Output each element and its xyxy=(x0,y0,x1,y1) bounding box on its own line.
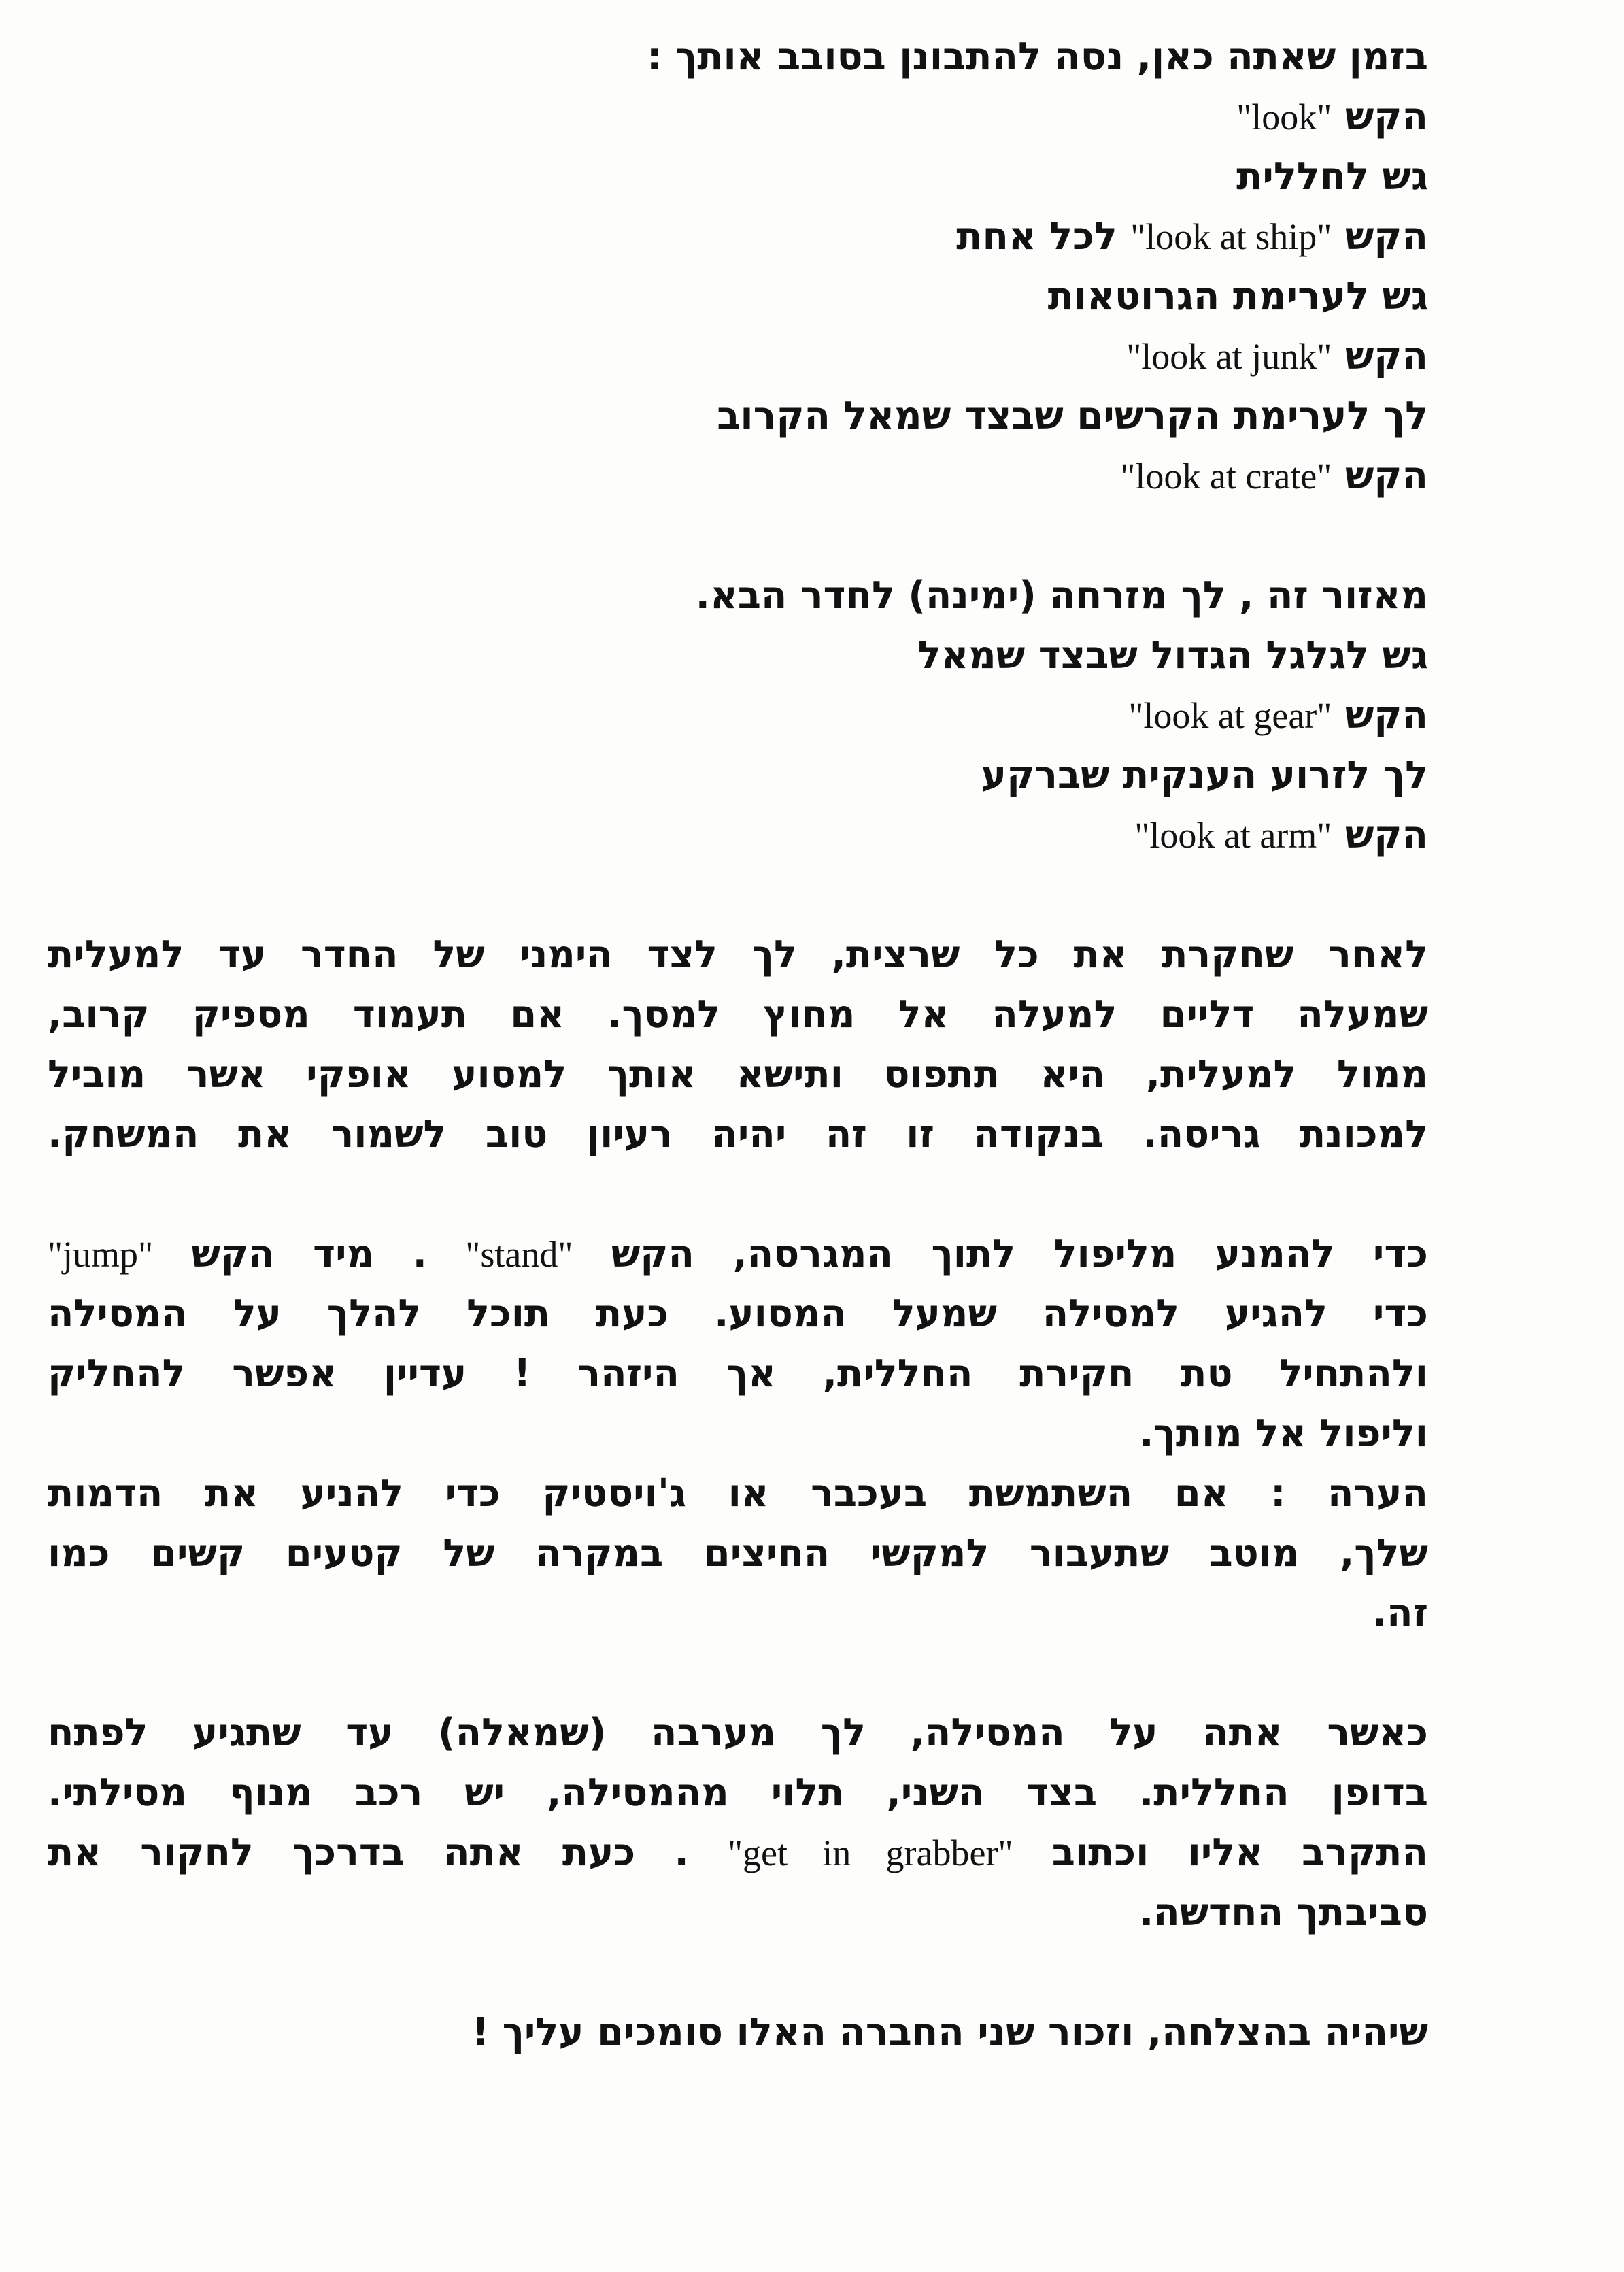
text-line: ולהתחיל טת חקירת החללית, אך היזהר ! עדיין אפשר להחליק xyxy=(48,1352,1428,1396)
command-line xyxy=(48,805,1428,865)
command-text: "look at junk" xyxy=(1126,336,1332,377)
command-text: "look" xyxy=(1236,97,1332,137)
command-prefix: הקש xyxy=(1332,214,1428,258)
text-line: גש לערימת הגרוטאות xyxy=(1047,274,1428,318)
text-line: למכונת גריסה. בנקודה זו זה יהיה רעיון טוב לשמור את המשחק. xyxy=(48,1112,1428,1156)
command-line xyxy=(48,327,1428,386)
command-prefix: הקש xyxy=(1332,813,1428,857)
command-prefix: כדי להמנע מליפול לתוך המגרסה, הקש xyxy=(573,1232,1428,1276)
paragraph-elevator xyxy=(48,925,1428,1165)
text-line: לאחר שחקרת את כל שרצית, לך לצד הימני של החדר עד למעלית xyxy=(48,933,1428,977)
command-text: "jump" xyxy=(48,1234,154,1275)
command-line xyxy=(48,446,1428,506)
command-line xyxy=(48,1224,1428,1284)
paragraph-gap xyxy=(48,506,1428,566)
command-line xyxy=(48,207,1428,267)
paragraph-gap xyxy=(48,1643,1428,1703)
text-line: שמעלה דליים למעלה אל מחוץ למסך. אם תעמוד מספיק קרוב, xyxy=(48,992,1428,1037)
command-text: "look at ship" xyxy=(1130,216,1332,257)
text-line: וליפול אל מותך. xyxy=(1139,1411,1428,1456)
text-line: סביבתך החדשה. xyxy=(1138,1890,1428,1935)
command-text: "get in grabber" xyxy=(727,1833,1013,1873)
command-suffix: . מיד הקש xyxy=(153,1232,466,1276)
paragraph-gap xyxy=(48,1165,1428,1224)
command-line xyxy=(48,87,1428,147)
paragraph-gap xyxy=(48,865,1428,925)
paragraph-look-around xyxy=(48,27,1428,506)
command-text: "look at crate" xyxy=(1120,456,1332,497)
text-line: בדופן החללית. בצד השני, תלוי מהמסילה, יש רכב מנוף מסילתי. xyxy=(48,1771,1428,1815)
note-line: שלך, מוטב שתעבור למקשי החיצים במקרה של קטעים קשים כמו xyxy=(48,1531,1428,1575)
command-text: "look at gear" xyxy=(1128,695,1332,736)
note-line: הערה : אם השתמשת בעכבר או ג'ויסטיק כדי להניע את הדמות xyxy=(48,1471,1428,1516)
text-line: גש לחללית xyxy=(1236,154,1428,199)
command-text: "look at arm" xyxy=(1134,815,1332,856)
command-text: "stand" xyxy=(465,1234,573,1275)
text-line: לך לזרוע הענקית שברקע xyxy=(981,753,1428,797)
paragraph-closing xyxy=(48,2003,1428,2062)
paragraph-grabber xyxy=(48,1703,1428,1943)
command-line xyxy=(48,686,1428,746)
document-body xyxy=(48,27,1428,2062)
command-prefix: התקרב אליו וכתוב xyxy=(1013,1831,1429,1875)
command-prefix: הקש xyxy=(1332,454,1428,498)
text-line: בזמן שאתה כאן, נסה להתבונן בסובב אותך : xyxy=(647,35,1428,79)
text-line: מאזור זה , לך מזרחה (ימינה) לחדר הבא. xyxy=(695,573,1428,618)
paragraph-next-room xyxy=(48,566,1428,865)
command-suffix: . כעת אתה בדרכך לחקור את xyxy=(48,1831,728,1875)
command-prefix: הקש xyxy=(1332,334,1428,378)
command-suffix: לכל אחת xyxy=(956,214,1131,258)
text-line: כדי להגיע למסילה שמעל המסוע. כעת תוכל להלך על המסילה xyxy=(48,1292,1428,1336)
paragraph-shredder xyxy=(48,1224,1428,1643)
text-line: גש לגלגל הגדול שבצד שמאל xyxy=(917,633,1428,678)
command-line xyxy=(48,1823,1428,1883)
command-prefix: הקש xyxy=(1332,693,1428,737)
note-line: זה. xyxy=(1372,1591,1428,1635)
text-line: לך לערימת הקרשים שבצד שמאל הקרוב xyxy=(717,394,1428,438)
paragraph-gap xyxy=(48,1943,1428,2003)
command-prefix: הקש xyxy=(1332,95,1428,139)
text-line: ממול למעלית, היא תתפוס ותישא אותך למסוע אופקי אשר מוביל xyxy=(48,1052,1428,1097)
closing-line: שיהיה בהצלחה, וזכור שני החברה האלו סומכים עליך ! xyxy=(471,2010,1428,2054)
text-line: כאשר אתה על המסילה, לך מערבה (שמאלה) עד שתגיע לפתח xyxy=(48,1711,1428,1755)
